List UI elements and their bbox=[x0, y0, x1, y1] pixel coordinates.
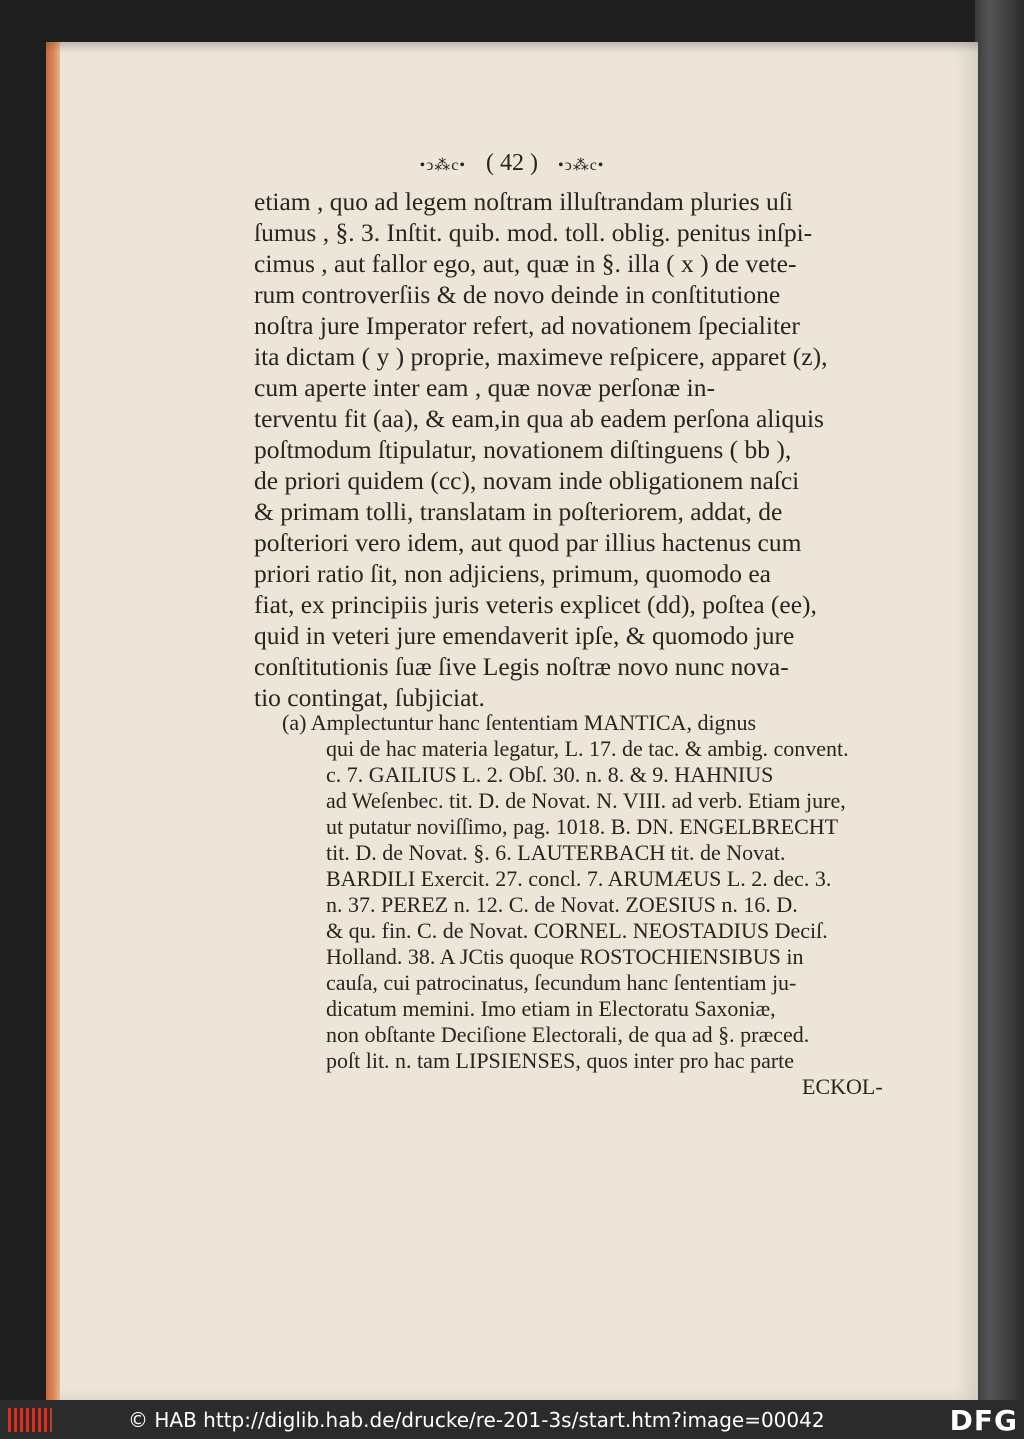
body-line: poſteriori vero idem, aut quod par illius hactenus cum bbox=[254, 528, 802, 557]
footnote-line: ut putatur noviſſimo, pag. 1018. B. DN. ENGELBRECHT bbox=[326, 814, 839, 839]
footnote-line: (a) Amplectuntur hanc ſententiam MANTICA, dignus bbox=[282, 710, 757, 735]
footnote-line: n. 37. PEREZ n. 12. C. de Novat. ZOESIUS n. 16. D. bbox=[326, 892, 798, 917]
body-line: etiam , quo ad legem noſtram illuſtrandam pluries uſi bbox=[254, 187, 793, 216]
footnote-line: tit. D. de Novat. §. 6. LAUTERBACH tit. de Novat. bbox=[326, 840, 786, 865]
body-line: noſtra jure Imperator refert, ad novationem ſpecialiter bbox=[254, 311, 800, 340]
footnote-line: dicatum memini. Imo etiam in Electoratu Saxoniæ, bbox=[326, 996, 776, 1021]
body-line: & primam tolli, translatam in poſteriorem, addat, de bbox=[254, 497, 783, 526]
footnote-line: cauſa, cui patrocinatus, ſecundum hanc ſententiam ju- bbox=[326, 970, 797, 995]
footnote-line: BARDILI Exercit. 27. concl. 7. ARUMÆUS L. 2. dec. 3. bbox=[326, 866, 832, 891]
footnote-line: c. 7. GAILIUS L. 2. Obſ. 30. n. 8. & 9. HAHNIUS bbox=[326, 762, 774, 787]
book-page bbox=[46, 42, 978, 1402]
body-line: quid in veteri jure emendaverit ipſe, & quomodo jure bbox=[254, 621, 795, 650]
body-line: ſumus , §. 3. Inſtit. quib. mod. toll. oblig. penitus inſpi- bbox=[254, 218, 813, 247]
body-line: poſtmodum ſtipulatur, novationem diſtinguens ( bb ), bbox=[254, 435, 792, 464]
body-line: de priori quidem (cc), novam inde obligationem naſci bbox=[254, 466, 800, 495]
page-number: ( 42 ) bbox=[486, 150, 538, 176]
footnote-line: ad Weſenbec. tit. D. de Novat. N. VIII. ad verb. Etiam jure, bbox=[326, 788, 846, 813]
footnote-line: Holland. 38. A JCtis quoque ROSTOCHIENSIBUS in bbox=[326, 944, 804, 969]
body-line: conſtitutionis ſuæ ſive Legis noſtræ novo nunc nova- bbox=[254, 652, 789, 681]
footer-bar bbox=[0, 1400, 1024, 1439]
page-shadow bbox=[46, 42, 978, 52]
catchword: ECKOL- bbox=[802, 1074, 883, 1099]
footnote-line: & qu. fin. C. de Novat. CORNEL. NEOSTADIUS Deciſ. bbox=[326, 918, 828, 943]
page-spine-edge bbox=[46, 42, 60, 1402]
body-line: cum aperte inter eam , quæ novæ perſonæ in- bbox=[254, 373, 716, 402]
body-line: fiat, ex principiis juris veteris explicet (dd), poſtea (ee), bbox=[254, 590, 817, 619]
footnote-line: qui de hac materia legatur, L. 17. de tac. & ambig. convent. bbox=[326, 736, 849, 761]
ornament-right: •ↄ⁂c• bbox=[557, 157, 605, 174]
page-header bbox=[46, 150, 978, 177]
page-edge bbox=[975, 0, 1024, 1400]
footnote-line: non obſtante Deciſione Electorali, de qua ad §. præced. bbox=[326, 1022, 810, 1047]
body-line: rum controverſiis & de novo deinde in conſtitutione bbox=[254, 280, 781, 309]
dfg-logo: DFG bbox=[949, 1404, 1018, 1437]
copyright-url[interactable]: © HAB http://diglib.hab.de/drucke/re-201-3s/start.htm?image=00042 bbox=[128, 1408, 825, 1432]
body-line: tio contingat, ſubjiciat. bbox=[254, 683, 485, 712]
body-line: priori ratio ſit, non adjiciens, primum, quomodo ea bbox=[254, 559, 771, 588]
ornament-left: •ↄ⁂c• bbox=[419, 157, 466, 174]
body-line: terventu fit (aa), & eam,in qua ab eadem perſona aliquis bbox=[254, 404, 824, 433]
hab-logo-icon bbox=[8, 1408, 52, 1432]
body-line: ita dictam ( y ) proprie, maximeve reſpicere, apparet (z), bbox=[254, 342, 828, 371]
body-line: cimus , aut fallor ego, aut, quæ in §. illa ( x ) de vete- bbox=[254, 249, 797, 278]
footnote-line: poſt lit. n. tam LIPSIENSES, quos inter pro hac parte bbox=[326, 1048, 795, 1073]
